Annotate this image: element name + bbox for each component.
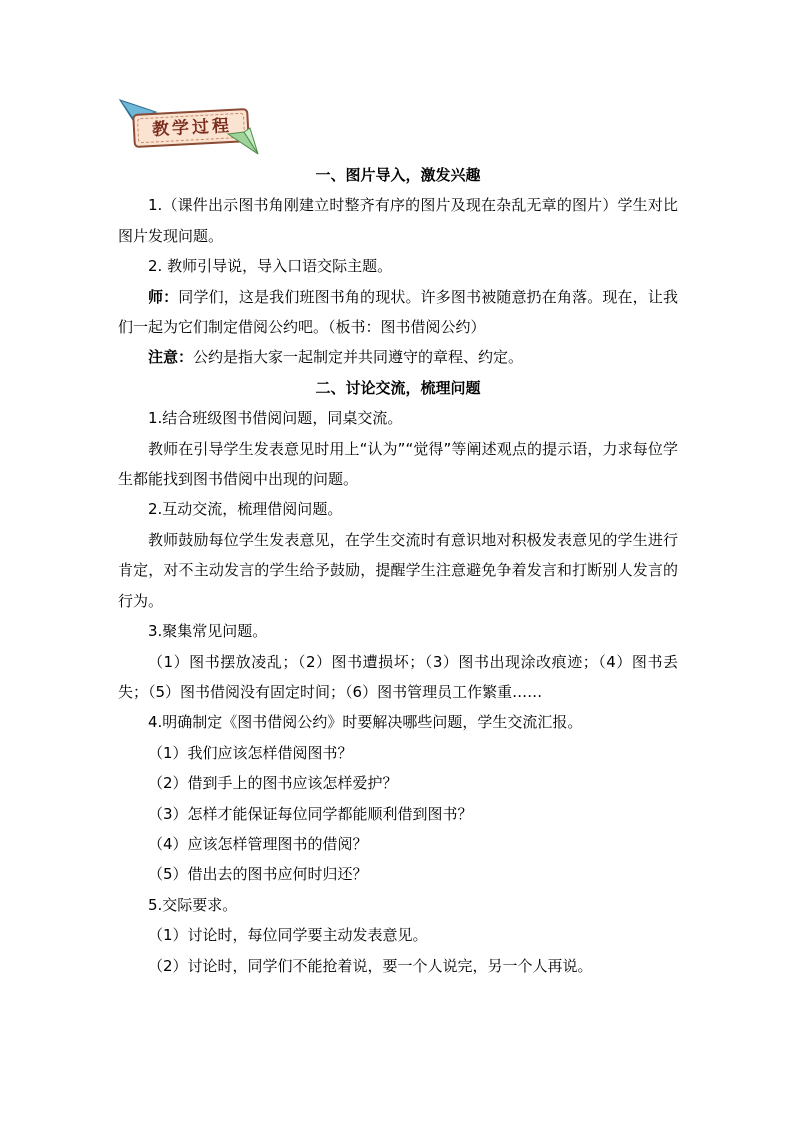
section-2-paragraph: 4.明确制定《图书借阅公约》时要解决哪些问题，学生交流汇报。 [148, 713, 583, 732]
requirements-heading: 5.交际要求。 [148, 895, 238, 914]
section-1-paragraph: 1.（课件出示图书角刚建立时整齐有序的图片及现在杂乱无章的图片）学生对比图片发现问题。 [118, 196, 678, 245]
requirement-item: （1）讨论时，每位同学要主动发表意见。 [148, 926, 428, 945]
teacher-text: 同学们，这是我们班图书角的现状。许多图书被随意扔在角落。现在，让我们一起为它们制定借阅公约吧。（板书：图书借阅公约） [118, 287, 678, 337]
teacher-speech [118, 282, 678, 343]
question-item: （5）借出去的图书应何时归还？ [148, 865, 368, 884]
section-2-paragraph: 教师在引导学生发表意见时用上“认为”“觉得”等阐述观点的提示语，力求每位学生都能找到图书借阅中出现的问题。 [118, 439, 678, 489]
teacher-label: 师： [148, 287, 179, 306]
section-1-paragraph: 2. 教师引导说，导入口语交际主题。 [148, 257, 393, 276]
section-2-paragraph: 2.互动交流，梳理借阅问题。 [148, 500, 343, 519]
section-1-title: 一、图片导入，激发兴趣 [315, 166, 481, 184]
question-item: （4）应该怎样管理图书的借阅？ [148, 834, 368, 853]
note-paragraph [118, 342, 678, 372]
question-item: （3）怎样才能保证每位同学都能顺利借到图书？ [148, 804, 473, 823]
teaching-process-badge [118, 98, 260, 156]
note-text: 公约是指大家一起制定并共同遵守的章程、约定。 [193, 348, 524, 367]
question-item: （2）借到手上的图书应该怎样爱护？ [148, 774, 398, 793]
note-label: 注意： [148, 348, 194, 367]
badge-label: 教学过程 [151, 115, 233, 141]
requirement-item: （2）讨论时，同学们不能抢着说，要一个人说完，另一个人再说。 [148, 956, 593, 975]
document-body [118, 160, 678, 981]
section-2-paragraph: 教师鼓励每位学生发表意见，在学生交流时有意识地对积极发表意见的学生进行肯定，对不主动发言的学生给予鼓励，提醒学生注意避免争着发言和打断别人发言的行为。 [118, 530, 678, 610]
question-item: （1）我们应该怎样借阅图书？ [148, 743, 353, 762]
section-2-paragraph: 3.聚集常见问题。 [148, 622, 268, 641]
common-problems-list: （1）图书摆放凌乱；（2）图书遭损坏；（3）图书出现涂改痕迹；（4）图书丢失；（5）图书借阅没有固定时间；（6）图书管理员工作繁重…… [118, 652, 678, 701]
section-2-paragraph: 1.结合班级图书借阅问题，同桌交流。 [148, 409, 403, 428]
section-2-title: 二、讨论交流，梳理问题 [315, 378, 481, 397]
